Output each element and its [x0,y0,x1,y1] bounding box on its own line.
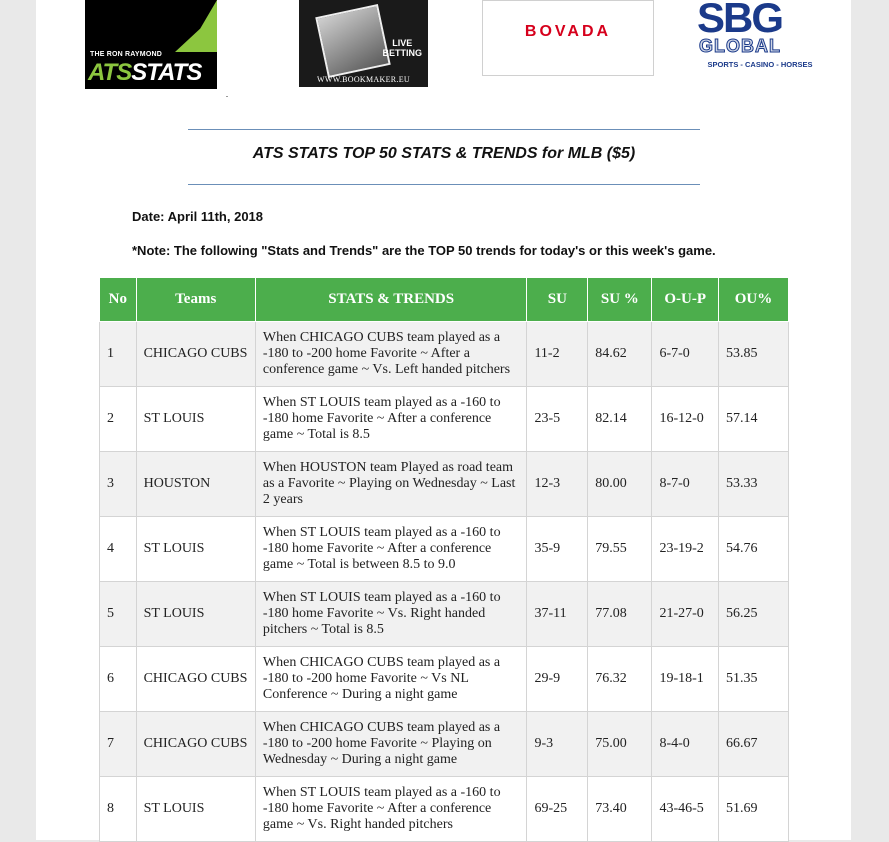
cell-ou-pct: 51.69 [718,777,788,842]
cell-no: 7 [100,712,137,777]
bookmaker-ad-banner[interactable] [299,0,428,87]
cell-su: 29-9 [527,647,588,712]
ats-stats-subtitle: THE RON RAYMOND [90,51,162,58]
header-su-pct: SU % [588,278,652,322]
cell-su: 9-3 [527,712,588,777]
header-ou-pct: OU% [718,278,788,322]
cell-no: 4 [100,517,137,582]
cell-no: 8 [100,777,137,842]
cell-ou-pct: 54.76 [718,517,788,582]
cell-no: 3 [100,452,137,517]
sbg-tagline: SPORTS - CASINO - HORSES [707,60,813,69]
cell-oup: 43-46-5 [652,777,719,842]
cell-team: HOUSTON [136,452,255,517]
cell-trend: When CHICAGO CUBS team played as a -180 to -200 home Favorite ~ After a conference game ~ Vs. Left handed pitchers [255,322,527,387]
cell-team: CHICAGO CUBS [136,712,255,777]
cell-su-pct: 77.08 [588,582,652,647]
table-header-row [100,278,789,322]
table-row [100,387,789,452]
bookmaker-url: WWW.BOOKMAKER.EU [317,75,410,84]
cell-no: 1 [100,322,137,387]
article-page [36,0,851,840]
sbg-wordmark: SBG [697,0,783,41]
cell-trend: When CHICAGO CUBS team played as a -180 to -200 home Favorite ~ Playing on Wednesday ~ During a night game [255,712,527,777]
phone-screen-icon [315,4,390,78]
cell-team: ST LOUIS [136,517,255,582]
divider-dot [226,96,228,97]
table-row [100,322,789,387]
cell-no: 5 [100,582,137,647]
table-row [100,777,789,842]
ats-stats-logo-right: STATS [131,59,202,86]
cell-su-pct: 79.55 [588,517,652,582]
cell-team: ST LOUIS [136,387,255,452]
title-rule-bottom [188,184,700,185]
cell-oup: 23-19-2 [652,517,719,582]
table-row [100,647,789,712]
ats-stats-logo-left: ATS [88,59,132,86]
table-row [100,517,789,582]
page-title: ATS STATS TOP 50 STATS & TRENDS for MLB ($5) [252,145,636,162]
ats-stats-ad-banner[interactable] [85,0,217,89]
cell-su-pct: 84.62 [588,322,652,387]
cell-su: 11-2 [527,322,588,387]
header-oup: O-U-P [652,278,719,322]
cell-trend: When ST LOUIS team played as a -160 to -180 home Favorite ~ Vs. Right handed pitchers ~ Total is 8.5 [255,582,527,647]
title-rule-top [188,129,700,130]
cell-su-pct: 82.14 [588,387,652,452]
cell-trend: When ST LOUIS team played as a -160 to -180 home Favorite ~ After a conference game ~ Total is between 8.5 to 9.0 [255,517,527,582]
cell-ou-pct: 53.33 [718,452,788,517]
bookmaker-live-label: LIVE BETTING [382,38,422,58]
bovada-wordmark: BOVADA [524,23,612,40]
green-swoosh-icon [175,0,217,52]
trends-table [99,277,789,842]
cell-su: 69-25 [527,777,588,842]
cell-ou-pct: 56.25 [718,582,788,647]
cell-su-pct: 75.00 [588,712,652,777]
cell-ou-pct: 51.35 [718,647,788,712]
cell-trend: When CHICAGO CUBS team played as a -180 to -200 home Favorite ~ Vs NL Conference ~ During a night game [255,647,527,712]
sbg-global-ad-banner[interactable] [694,0,826,72]
cell-oup: 6-7-0 [652,322,719,387]
cell-trend: When HOUSTON team Played as road team as a Favorite ~ Playing on Wednesday ~ Last 2 years [255,452,527,517]
cell-ou-pct: 66.67 [718,712,788,777]
bovada-ad-banner[interactable] [482,0,654,76]
header-teams: Teams [136,278,255,322]
article-note: *Note: The following "Stats and Trends" are the TOP 50 trends for today's or this week's game. [132,243,716,258]
cell-su: 23-5 [527,387,588,452]
cell-oup: 8-7-0 [652,452,719,517]
cell-trend: When ST LOUIS team played as a -160 to -180 home Favorite ~ After a conference game ~ Vs. Right handed pitchers [255,777,527,842]
table-row [100,452,789,517]
cell-team: CHICAGO CUBS [136,322,255,387]
table-row [100,712,789,777]
cell-team: CHICAGO CUBS [136,647,255,712]
cell-su: 12-3 [527,452,588,517]
cell-team: ST LOUIS [136,582,255,647]
cell-oup: 16-12-0 [652,387,719,452]
cell-su-pct: 76.32 [588,647,652,712]
cell-su-pct: 80.00 [588,452,652,517]
ats-stats-logo [88,59,201,87]
cell-oup: 21-27-0 [652,582,719,647]
cell-su: 37-11 [527,582,588,647]
cell-ou-pct: 53.85 [718,322,788,387]
cell-no: 6 [100,647,137,712]
cell-su-pct: 73.40 [588,777,652,842]
cell-su: 35-9 [527,517,588,582]
cell-team: ST LOUIS [136,777,255,842]
cell-no: 2 [100,387,137,452]
cell-trend: When ST LOUIS team played as a -160 to -180 home Favorite ~ After a conference game ~ Total is 8.5 [255,387,527,452]
header-no: No [100,278,137,322]
sbg-global-label: GLOBAL [699,36,781,56]
cell-ou-pct: 57.14 [718,387,788,452]
cell-oup: 8-4-0 [652,712,719,777]
article-date: Date: April 11th, 2018 [132,209,264,224]
cell-oup: 19-18-1 [652,647,719,712]
header-stats-trends: STATS & TRENDS [255,278,527,322]
table-row [100,582,789,647]
header-su: SU [527,278,588,322]
